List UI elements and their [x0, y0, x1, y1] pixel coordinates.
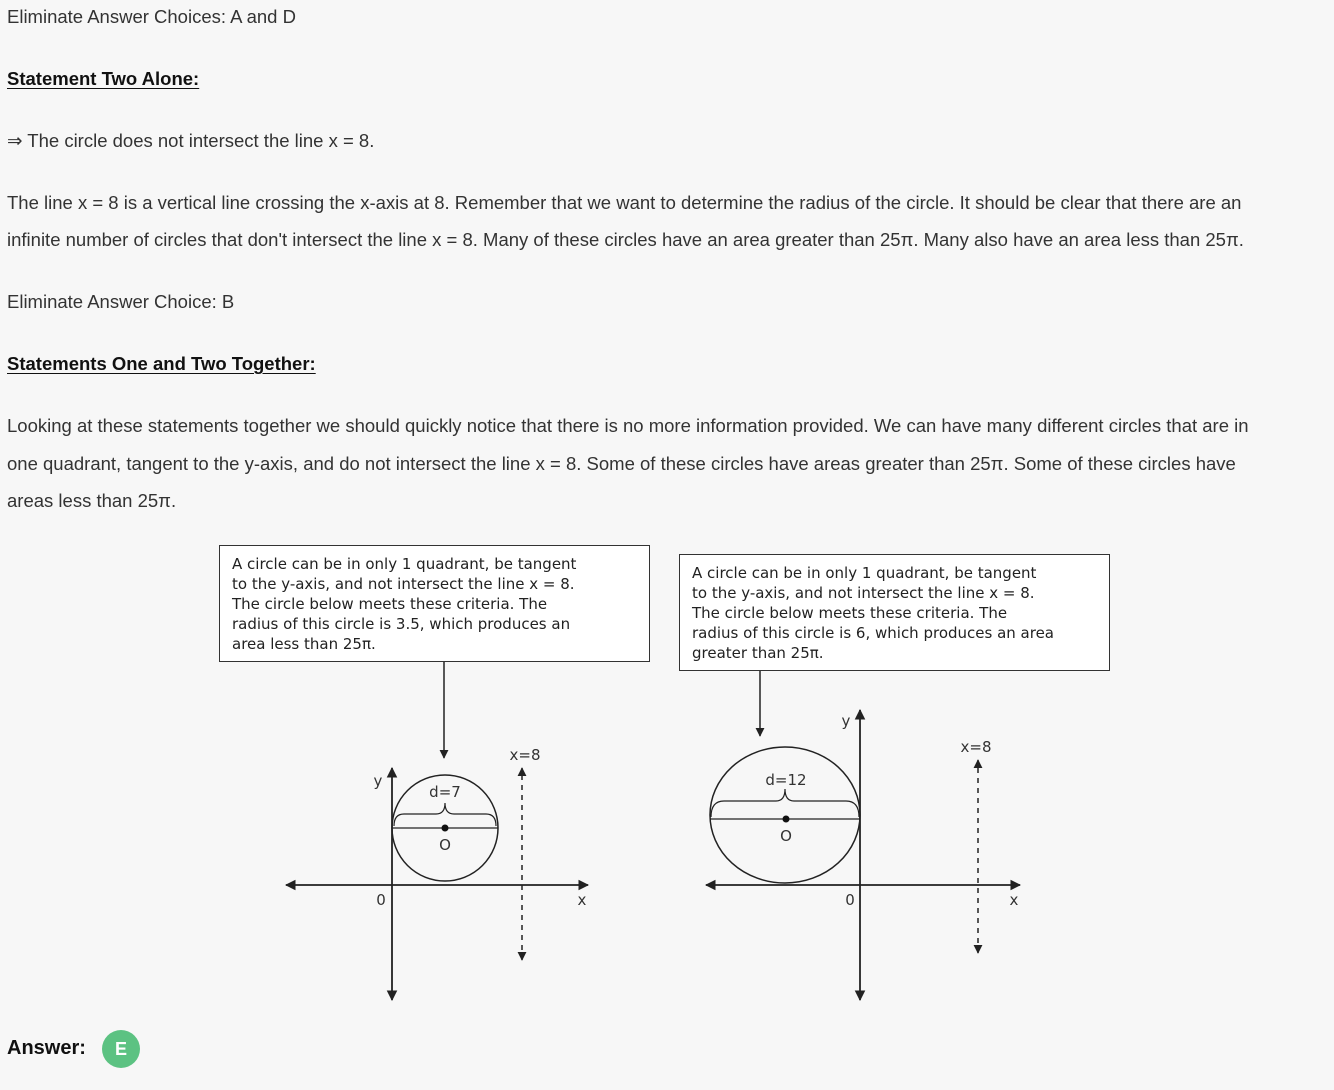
right-origin-label: 0	[845, 891, 855, 909]
callout-line: A circle can be in only 1 quadrant, be tangent	[692, 564, 1037, 582]
right-circle	[710, 747, 860, 883]
right-center-dot	[783, 816, 790, 823]
right-diagram	[706, 671, 1020, 1000]
left-figure-callout	[219, 545, 650, 662]
right-brace	[711, 789, 859, 817]
right-line-label: x=8	[960, 738, 992, 756]
statement-two-given: ⇒ The circle does not intersect the line x = 8.	[7, 130, 375, 151]
callout-line: A circle can be in only 1 quadrant, be tangent	[232, 555, 577, 573]
right-x-label: x	[1009, 891, 1019, 909]
eliminate-b: Eliminate Answer Choice: B	[7, 291, 235, 312]
together-explanation-line-2: one quadrant, tangent to the y-axis, and do not intersect the line x = 8. Some of these circles have areas greater than 25π. Some of these circles have	[7, 453, 1236, 474]
left-center-dot	[442, 825, 449, 832]
left-brace	[394, 803, 496, 826]
together-explanation-line-3: areas less than 25π.	[7, 490, 177, 511]
together-heading: Statements One and Two Together:	[7, 353, 316, 374]
left-diameter-label: d=7	[429, 783, 461, 801]
statement-two-heading: Statement Two Alone:	[7, 68, 200, 89]
callout-line: The circle below meets these criteria. The	[692, 604, 1008, 622]
callout-line: radius of this circle is 6, which produces an area	[692, 624, 1054, 642]
right-figure-callout	[679, 554, 1110, 671]
callout-line: to the y-axis, and not intersect the line x = 8.	[232, 575, 575, 593]
callout-line: area less than 25π.	[232, 635, 376, 653]
left-diagram	[286, 662, 588, 1000]
eliminate-a-d: Eliminate Answer Choices: A and D	[7, 6, 296, 27]
right-y-label: y	[841, 712, 851, 730]
together-explanation-line-1: Looking at these statements together we should quickly notice that there is no more information provided. We can have many different circles that are in	[7, 415, 1249, 436]
left-x-label: x	[577, 891, 587, 909]
answer-label: Answer:	[7, 1037, 86, 1059]
left-origin-label: 0	[376, 891, 386, 909]
statement-two-explanation-line-2: infinite number of circles that don't intersect the line x = 8. Many of these circles have an area greater than 25π. Many also have an area less than 25π.	[7, 229, 1244, 250]
callout-line: The circle below meets these criteria. The	[232, 595, 548, 613]
right-center-label: O	[780, 827, 792, 845]
answer-choice-badge: E	[102, 1030, 140, 1068]
left-line-label: x=8	[509, 746, 541, 764]
left-circle	[392, 775, 498, 881]
callout-line: greater than 25π.	[692, 644, 824, 662]
left-center-label: O	[439, 836, 451, 854]
left-y-label: y	[373, 772, 383, 790]
right-diameter-label: d=12	[765, 771, 807, 789]
statement-two-explanation-line-1: The line x = 8 is a vertical line crossing the x-axis at 8. Remember that we want to determine the radius of the circle. It should be clear that there are an	[7, 192, 1242, 213]
callout-line: to the y-axis, and not intersect the line x = 8.	[692, 584, 1035, 602]
callout-line: radius of this circle is 3.5, which produces an	[232, 615, 571, 633]
